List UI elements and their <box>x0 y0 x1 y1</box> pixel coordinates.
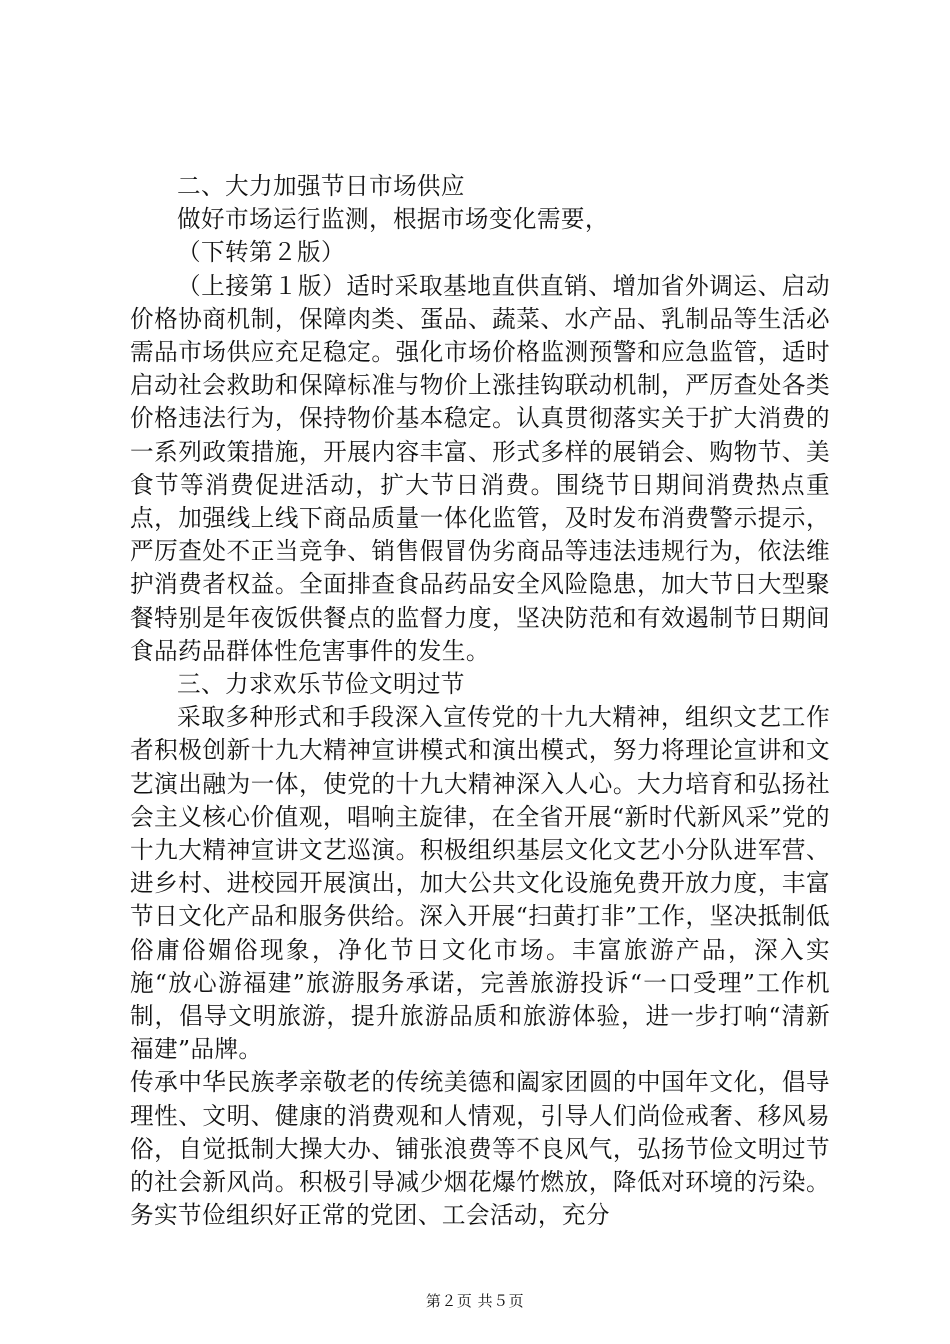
paragraph-culture-tourism: 采取多种形式和手段深入宣传党的十九大精神，组织文艺工作者积极创新十九大精神宣讲模式和演出模式，努力将理论宣讲和文艺演出融为一体，使党的十九大精神深入人心。大力培育和弘扬社会主义核心价值观，唱响主旋律，在全省开展“新时代新风采”党的十九大精神宣讲文艺巡演。积极组织基层文化文艺小分队进军营、进乡村、进校园开展演出，加大公共文化设施免费开放力度，丰富节日文化产品和服务供给。深入开展“扫黄打非”工作，坚决抵制低俗庸俗媚俗现象，净化节日文化市场。丰富旅游产品，深入实施“放心游福建”旅游服务承诺，完善旅游投诉“一口受理”工作机制，倡导文明旅游，提升旅游品质和旅游体验，进一步打响“清新福建”品牌。 <box>130 703 830 1064</box>
paragraph-market-monitoring: 做好市场运行监测，根据市场变化需要， <box>177 205 609 234</box>
paragraph-tradition: 传承中华民族孝亲敬老的传统美德和阖家团圆的中国年文化，倡导理性、文明、健康的消费观和人情观，引导人们尚俭戒奢、移风易俗，自觉抵制大操大办、铺张浪费等不良风气，弘扬节俭文明过节的社会新风尚。积极引导减少烟花爆竹燃放，降低对环境的污染。务实节俭组织好正常的党团、工会活动，充分 <box>130 1068 830 1230</box>
paragraph-market-supply: （上接第１版）适时采取基地直供直销、增加省外调运、启动价格协商机制，保障肉类、蛋品、蔬菜、水产品、乳制品等生活必需品市场供应充足稳定。强化市场价格监测预警和应急监管，适时启动社会救助和保障标准与物价上涨挂钩联动机制，严厉查处各类价格违法行为，保持物价基本稳定。认真贯彻落实关于扩大消费的一系列政策措施，开展内容丰富、形式多样的展销会、购物节、美食节等消费促进活动，扩大节日消费。围绕节日期间消费热点重点，加强线上线下商品质量一体化监管，及时发布消费警示提示，严厉查处不正当竞争、销售假冒伪劣商品等违法违规行为，依法维护消费者权益。全面排查食品药品安全风险隐患，加大节日大型聚餐特别是年夜饭供餐点的监督力度，坚决防范和有效遏制节日期间食品药品群体性危害事件的发生。 <box>130 271 830 665</box>
continued-to-note: （下转第２版） <box>177 238 345 267</box>
document-body <box>130 170 830 1233</box>
section-heading-3: 三、力求欢乐节俭文明过节 <box>177 670 465 699</box>
section-heading-2: 二、大力加强节日市场供应 <box>177 172 465 200</box>
page-number-footer: 第２页 共５页 <box>425 1292 525 1310</box>
